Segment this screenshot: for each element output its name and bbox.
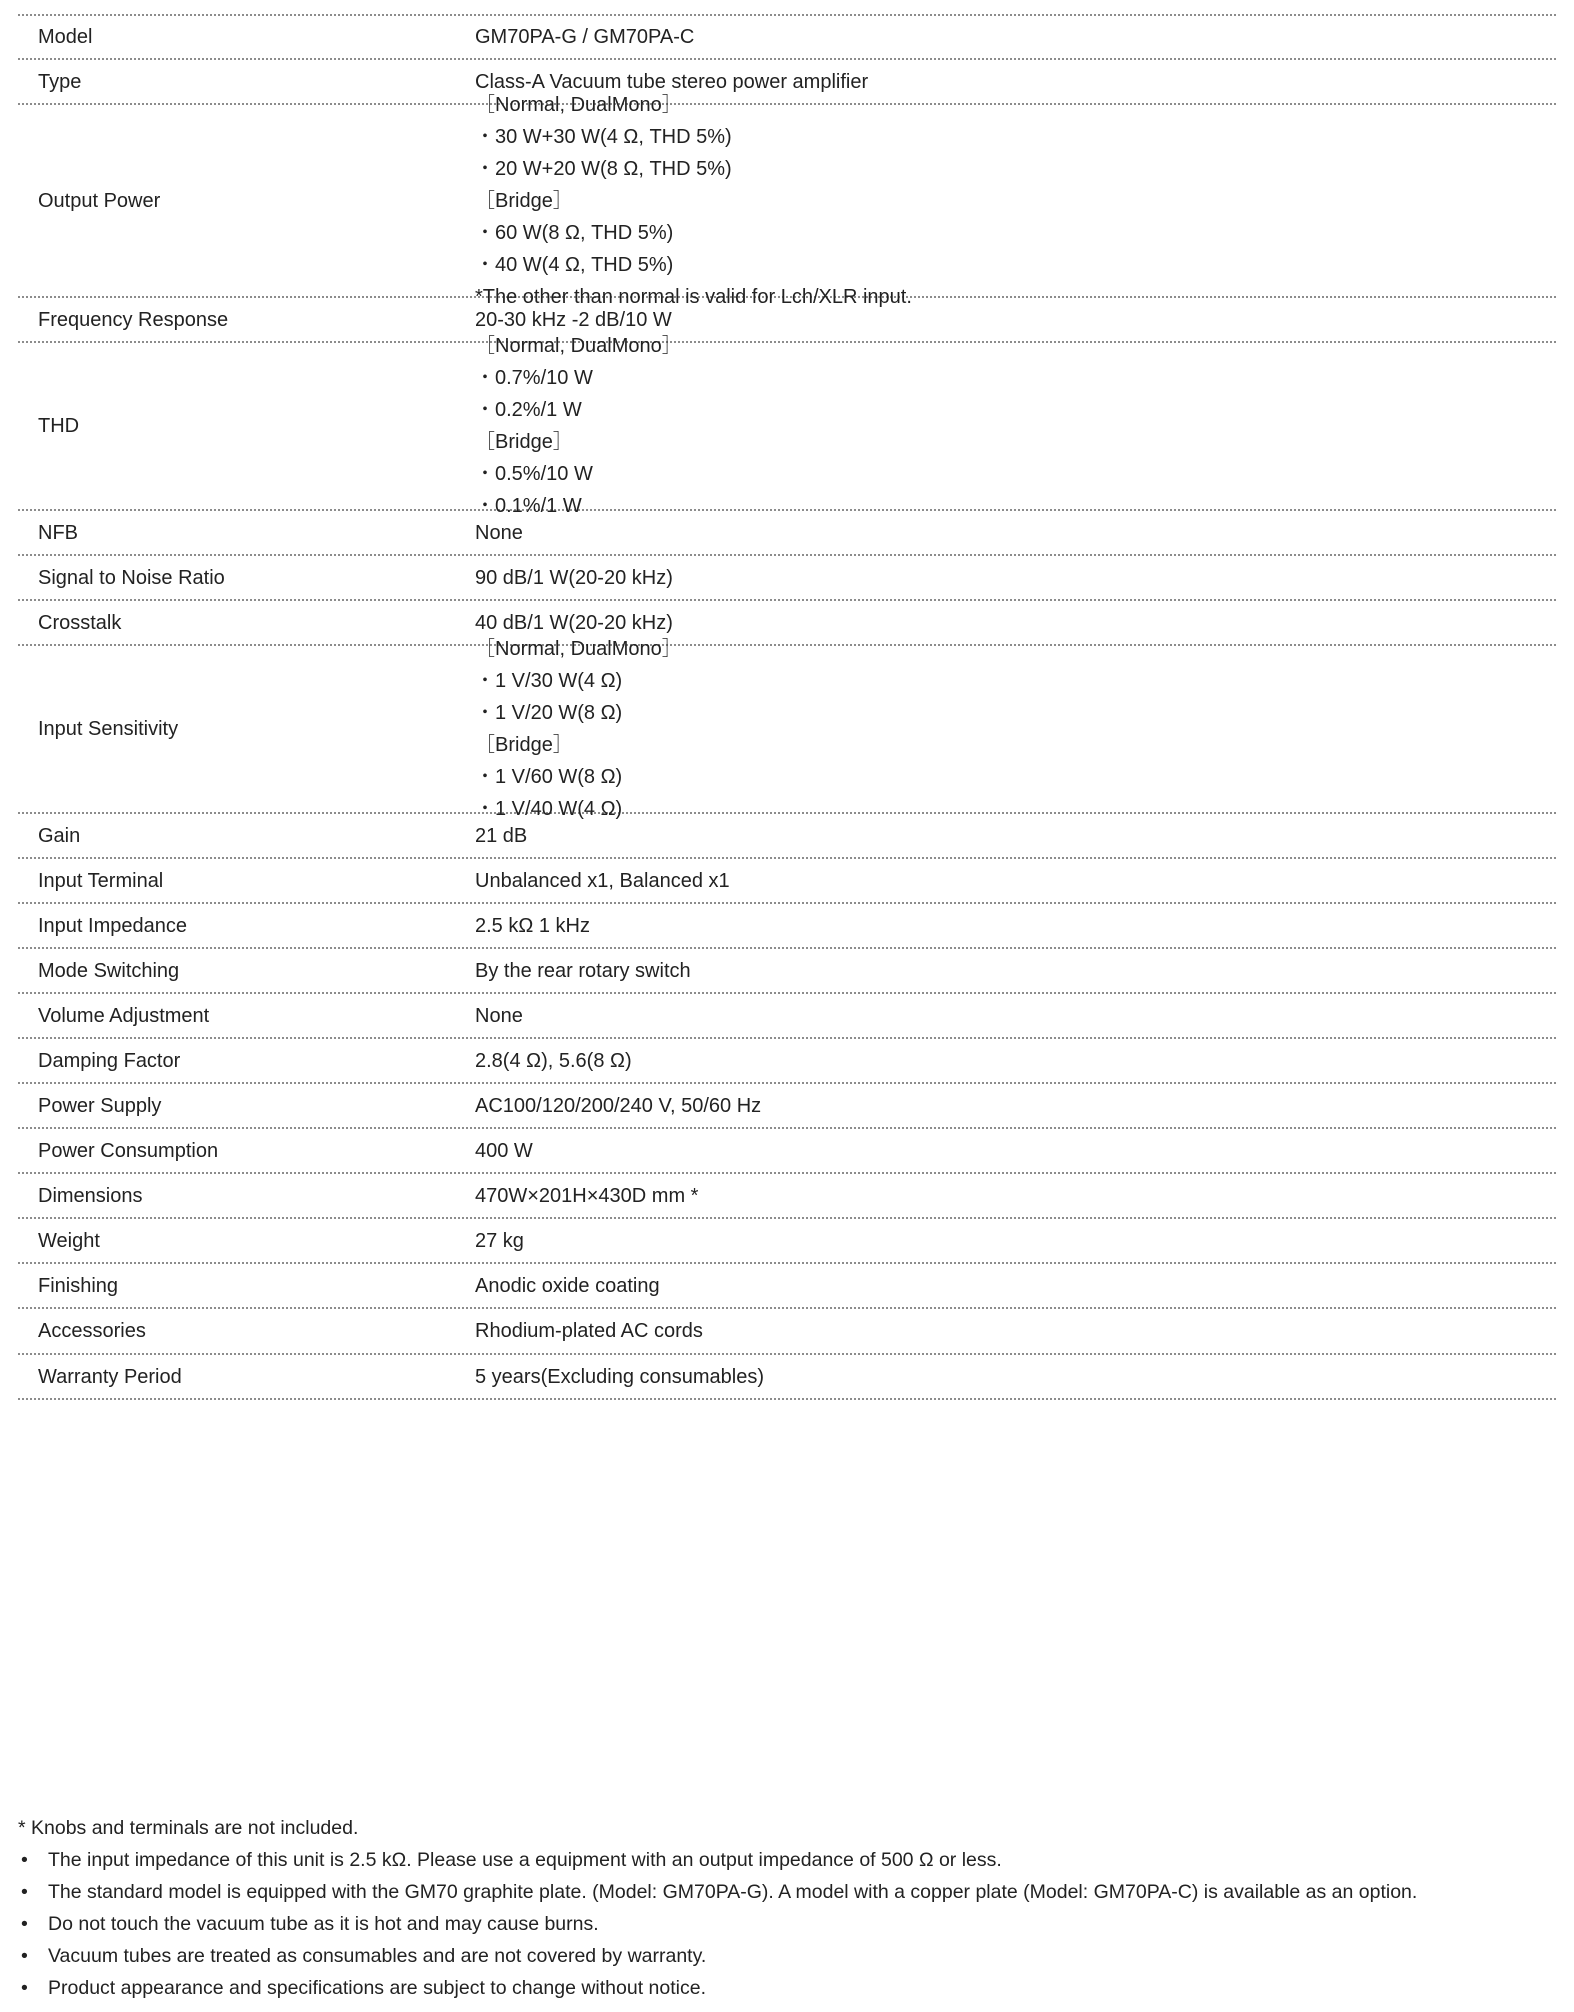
spec-label: Input Sensitivity [38,718,179,740]
note-text: Product appearance and specifications are subject to change without notice. [48,1977,707,1999]
notes-list [18,1844,1556,2004]
spec-value [475,955,1556,987]
note-text: Do not touch the vacuum tube as it is hot and may cause burns. [48,1913,599,1935]
spec-value [475,1270,1556,1302]
spec-row [18,638,1556,820]
spec-value [475,1315,1556,1347]
spec-value [475,633,1556,825]
spec-value-line: AC100/120/200/240 V, 50/60 Hz [475,1094,762,1117]
note-item [18,1940,1556,1972]
spec-row [18,859,1556,904]
spec-value [475,865,1556,897]
spec-label: Accessories [38,1320,146,1342]
spec-value-line: Anodic oxide coating [475,1274,660,1297]
spec-value-line: Class-A Vacuum tube stereo power amplifier [475,70,869,93]
spec-value [475,820,1556,852]
spec-value [475,517,1556,549]
spec-label: Model [38,26,93,48]
spec-value-line: ［Bridge］ [475,734,573,756]
spec-value [475,89,1556,313]
spec-value-line: None [475,521,523,544]
spec-value-line: By the rear rotary switch [475,959,691,982]
spec-label: Crosstalk [38,611,122,634]
spec-value-line: GM70PA-G / GM70PA-C [475,26,695,48]
spec-label: Warranty Period [38,1365,182,1388]
spec-row [18,93,1556,308]
note-text: Vacuum tubes are treated as consumables and are not covered by warranty. [48,1945,707,1967]
spec-row [18,335,1556,517]
spec-value-line: ・0.7%/10 W [475,367,593,389]
spec-label: NFB [38,521,78,544]
asterisk-note: * Knobs and terminals are not included. [18,1817,359,1839]
spec-label: Type [38,70,82,93]
spec-value [475,1045,1556,1077]
spec-label: Input Impedance [38,914,187,937]
spec-value-line: ［Normal, DualMono］ [475,93,682,116]
bullet-icon: • [21,1849,28,1871]
spec-value-line: 27 kg [475,1229,524,1252]
spec-value-line: 20-30 kHz -2 dB/10 W [475,308,672,331]
spec-value-line: ・0.1%/1 W [475,495,582,517]
spec-label: Input Terminal [38,869,164,892]
spec-row [18,994,1556,1039]
spec-label: Output Power [38,189,161,212]
spec-value-line: ・40 W(4 Ω, THD 5%) [475,253,674,276]
spec-value-line: 90 dB/1 W(20-20 kHz) [475,566,673,589]
spec-label: Signal to Noise Ratio [38,566,225,589]
spec-value [475,1361,1556,1393]
spec-row [18,814,1556,859]
spec-row [18,1309,1556,1355]
spec-label: Finishing [38,1274,119,1297]
spec-value-line: 21 dB [475,824,528,847]
spec-value-line: ［Bridge］ [475,189,573,212]
spec-value-line: None [475,1004,523,1027]
note-item [18,1844,1556,1876]
spec-value-line: ・1 V/20 W(8 Ω) [475,702,623,724]
note-item [18,1972,1556,2004]
bullet-icon: • [21,1977,28,1999]
spec-row [18,1264,1556,1309]
spec-value-line: 5 years(Excluding consumables) [475,1365,765,1388]
spec-row [18,1039,1556,1084]
spec-label: Dimensions [38,1184,143,1207]
note-text: The input impedance of this unit is 2.5 kΩ. Please use a equipment with an output impedance of 500 Ω or less. [48,1849,1002,1871]
spec-row [18,904,1556,949]
spec-label: Weight [38,1229,100,1252]
spec-value-line: ・60 W(8 Ω, THD 5%) [475,221,674,244]
spec-label: Power Consumption [38,1139,219,1162]
spec-value-line: ［Normal, DualMono］ [475,638,682,660]
note-item [18,1908,1556,1940]
spec-value-line: ［Normal, DualMono］ [475,335,682,357]
spec-value-line: ・1 V/30 W(4 Ω) [475,670,623,692]
spec-value [475,1180,1556,1212]
spec-row [18,1219,1556,1264]
spec-value [475,910,1556,942]
spec-value-line: ・0.5%/10 W [475,463,593,485]
spec-label: Damping Factor [38,1049,181,1072]
note-text: The standard model is equipped with the GM70 graphite plate. (Model: GM70PA-G). A model with a copper plate (Model: GM70PA-C) is available as an option. [48,1881,1418,1903]
spec-label: Gain [38,824,81,847]
spec-label: Power Supply [38,1094,162,1117]
spec-value [475,1000,1556,1032]
bullet-icon: • [21,1913,28,1935]
note-item [18,1876,1556,1908]
spec-row [18,1174,1556,1219]
spec-row [18,1355,1556,1400]
notes-section [18,1812,1556,2004]
spec-value-line: ・1 V/40 W(4 Ω) [475,798,623,820]
spec-value-line: *The other than normal is valid for Lch/XLR input. [475,285,912,308]
spec-value-line: 40 dB/1 W(20-20 kHz) [475,611,673,634]
spec-row [18,556,1556,601]
spec-row [18,16,1556,60]
spec-value-line: ・30 W+30 W(4 Ω, THD 5%) [475,125,732,148]
spec-value [475,1135,1556,1167]
spec-label: Mode Switching [38,959,180,982]
bullet-icon: • [21,1945,28,1967]
spec-value [475,21,1556,53]
spec-row [18,949,1556,994]
spec-value [475,1225,1556,1257]
spec-value [475,330,1556,522]
spec-value-line: Rhodium-plated AC cords [475,1320,703,1342]
spec-value-line: 2.8(4 Ω), 5.6(8 Ω) [475,1049,632,1072]
spec-value-line: 470W×201H×430D mm * [475,1184,699,1207]
spec-value-line: ・1 V/60 W(8 Ω) [475,766,623,788]
bullet-icon: • [21,1881,28,1903]
spec-label: THD [38,415,80,437]
spec-table [18,14,1556,1400]
spec-label: Frequency Response [38,308,229,331]
spec-row [18,511,1556,556]
spec-value-line: 2.5 kΩ 1 kHz [475,914,590,937]
spec-value-line: ［Bridge］ [475,431,573,453]
spec-value-line: ・20 W+20 W(8 Ω, THD 5%) [475,157,732,180]
spec-value-line: 400 W [475,1139,533,1162]
spec-value-line: ・0.2%/1 W [475,399,582,421]
spec-value-line: Unbalanced x1, Balanced x1 [475,869,730,892]
spec-value [475,562,1556,594]
spec-row [18,1129,1556,1174]
spec-label: Volume Adjustment [38,1004,210,1027]
spec-value [475,1090,1556,1122]
spec-row [18,1084,1556,1129]
